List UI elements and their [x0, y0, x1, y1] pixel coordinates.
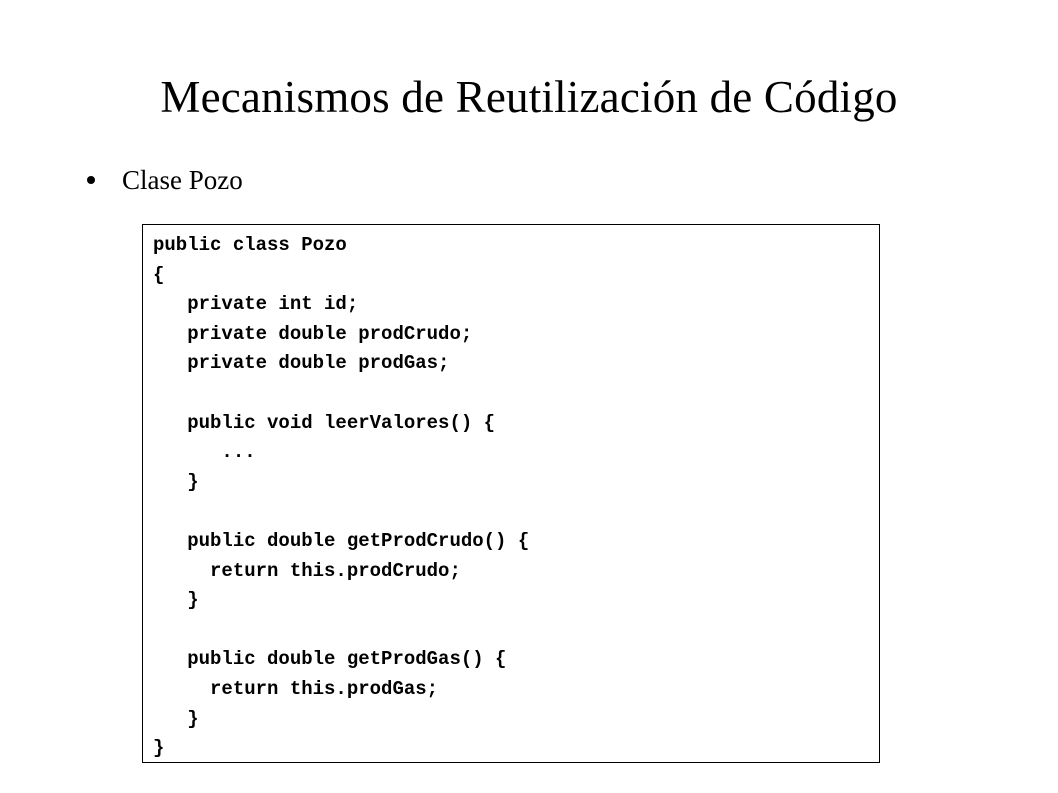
code-line: private double prodCrudo;: [153, 322, 473, 345]
bullet-item: [87, 160, 243, 200]
code-line: public void leerValores() {: [153, 411, 496, 434]
code-line: public double getProdGas() {: [153, 648, 507, 671]
code-line: private int id;: [153, 293, 359, 316]
bullet-text: Clase Pozo: [122, 165, 243, 195]
code-line: return this.prodCrudo;: [153, 559, 461, 582]
code-line: [153, 379, 879, 409]
code-line: }: [153, 589, 199, 612]
code-line: [153, 616, 879, 646]
code-line: return this.prodGas;: [153, 677, 439, 700]
code-line: {: [153, 263, 165, 286]
code-line: [153, 497, 879, 527]
code-line: public class Pozo: [153, 234, 347, 256]
code-line: public double getProdCrudo() {: [153, 529, 530, 552]
code-line: private double prodGas;: [153, 352, 450, 375]
code-line: }: [153, 707, 199, 730]
code-line: }: [153, 737, 165, 760]
code-line: ...: [153, 441, 256, 464]
bullet-dot-icon: [87, 176, 95, 184]
code-line: }: [153, 470, 199, 493]
slide-title: Mecanismos de Reutilización de Código: [160, 72, 898, 122]
code-block: [142, 224, 880, 763]
